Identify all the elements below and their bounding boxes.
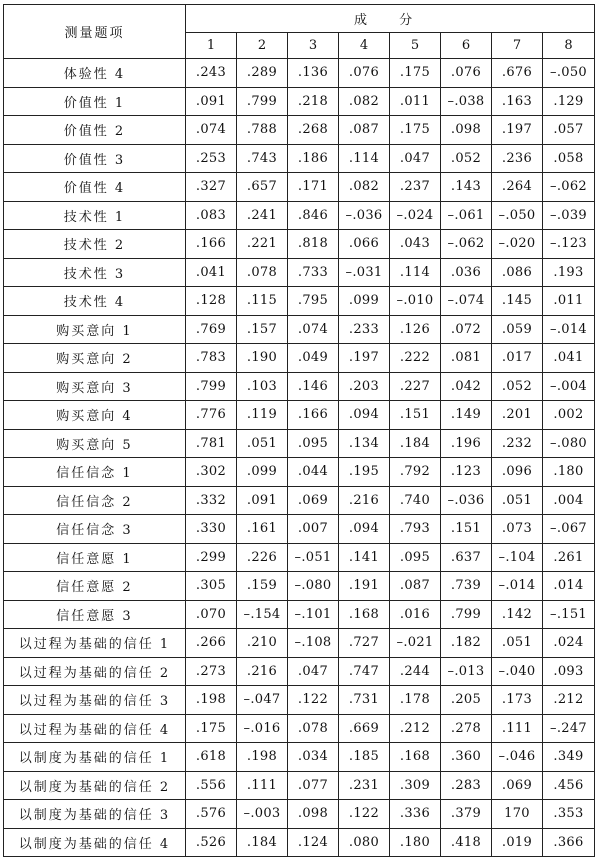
- item-label: 以过程为基础的信任 3: [4, 686, 186, 715]
- loading-value: .198: [237, 743, 288, 772]
- loading-value: .091: [237, 486, 288, 515]
- loading-value: .099: [339, 287, 390, 316]
- loading-value: .349: [543, 743, 595, 772]
- loading-value: .526: [186, 828, 237, 857]
- component-number-header: 2: [237, 33, 288, 59]
- loading-value: .175: [186, 714, 237, 743]
- item-label: 价值性 2: [4, 116, 186, 145]
- loading-value: .081: [441, 344, 492, 373]
- loading-value: –.067: [543, 515, 595, 544]
- loading-value: .218: [288, 87, 339, 116]
- loading-value: .099: [237, 458, 288, 487]
- loading-value: .799: [186, 372, 237, 401]
- loading-value: .124: [288, 828, 339, 857]
- loading-value: –.123: [543, 230, 595, 259]
- loading-value: .743: [237, 144, 288, 173]
- loading-value: .379: [441, 800, 492, 829]
- loading-value: .221: [237, 230, 288, 259]
- loading-value: –.031: [339, 258, 390, 287]
- item-label: 购买意向 4: [4, 401, 186, 430]
- loading-value: .151: [441, 515, 492, 544]
- loading-value: 170: [492, 800, 543, 829]
- loading-value: .212: [390, 714, 441, 743]
- loading-value: .076: [339, 59, 390, 88]
- loading-value: .083: [186, 201, 237, 230]
- loading-value: .186: [288, 144, 339, 173]
- table-row: [4, 87, 595, 116]
- loading-value: .114: [390, 258, 441, 287]
- loading-value: –.010: [390, 287, 441, 316]
- loading-value: .168: [339, 600, 390, 629]
- table-body: [4, 59, 595, 857]
- item-label: 以过程为基础的信任 1: [4, 629, 186, 658]
- loading-value: .289: [237, 59, 288, 88]
- table-row: [4, 287, 595, 316]
- loading-value: .330: [186, 515, 237, 544]
- loading-value: .336: [390, 800, 441, 829]
- loading-value: .233: [339, 315, 390, 344]
- loading-value: –.036: [339, 201, 390, 230]
- loading-value: .002: [543, 401, 595, 430]
- table-row: [4, 116, 595, 145]
- table-row: [4, 714, 595, 743]
- loading-value: –.020: [492, 230, 543, 259]
- loading-value: .799: [441, 600, 492, 629]
- item-label: 购买意向 1: [4, 315, 186, 344]
- loading-value: .191: [339, 572, 390, 601]
- loading-value: .769: [186, 315, 237, 344]
- loading-value: .052: [492, 372, 543, 401]
- loading-value: –.050: [543, 59, 595, 88]
- loading-value: .669: [339, 714, 390, 743]
- loading-value: .727: [339, 629, 390, 658]
- loading-value: .087: [339, 116, 390, 145]
- loading-value: .004: [543, 486, 595, 515]
- loading-value: .676: [492, 59, 543, 88]
- loading-value: .244: [390, 657, 441, 686]
- loading-value: .007: [288, 515, 339, 544]
- loading-value: .171: [288, 173, 339, 202]
- loading-value: .096: [492, 458, 543, 487]
- loading-value: .069: [288, 486, 339, 515]
- loading-value: –.024: [390, 201, 441, 230]
- loading-value: .264: [492, 173, 543, 202]
- item-label: 技术性 4: [4, 287, 186, 316]
- loading-value: .175: [390, 116, 441, 145]
- loading-value: .226: [237, 543, 288, 572]
- loading-value: .261: [543, 543, 595, 572]
- loading-value: .146: [288, 372, 339, 401]
- item-label: 信任意愿 1: [4, 543, 186, 572]
- loading-value: .095: [390, 543, 441, 572]
- table-row: [4, 800, 595, 829]
- loading-value: .126: [390, 315, 441, 344]
- loading-value: .111: [492, 714, 543, 743]
- loading-value: .074: [186, 116, 237, 145]
- component-number-header: 5: [390, 33, 441, 59]
- item-label: 以制度为基础的信任 4: [4, 828, 186, 857]
- loading-value: .776: [186, 401, 237, 430]
- loading-value: .086: [492, 258, 543, 287]
- loading-value: .074: [288, 315, 339, 344]
- component-number-header: 6: [441, 33, 492, 59]
- table-row: [4, 828, 595, 857]
- loading-value: .076: [441, 59, 492, 88]
- loading-value: .210: [237, 629, 288, 658]
- loading-value: –.046: [492, 743, 543, 772]
- loading-value: .180: [390, 828, 441, 857]
- table-row: [4, 344, 595, 373]
- item-label: 以制度为基础的信任 1: [4, 743, 186, 772]
- loading-value: .019: [492, 828, 543, 857]
- loading-value: .576: [186, 800, 237, 829]
- loading-value: .166: [186, 230, 237, 259]
- loading-value: –.154: [237, 600, 288, 629]
- loading-value: .327: [186, 173, 237, 202]
- table-row: [4, 686, 595, 715]
- loading-value: .418: [441, 828, 492, 857]
- item-label: 信任信念 3: [4, 515, 186, 544]
- component-number-header: 8: [543, 33, 595, 59]
- loading-value: .066: [339, 230, 390, 259]
- item-column-header: 测量题项: [4, 5, 186, 59]
- loading-value: .122: [288, 686, 339, 715]
- loading-value: .143: [441, 173, 492, 202]
- loading-value: .078: [237, 258, 288, 287]
- loading-value: .205: [441, 686, 492, 715]
- loading-value: –.003: [237, 800, 288, 829]
- loading-value: .184: [390, 429, 441, 458]
- loading-value: .051: [492, 629, 543, 658]
- loading-value: –.062: [543, 173, 595, 202]
- loading-value: .332: [186, 486, 237, 515]
- loading-value: .795: [288, 287, 339, 316]
- loading-value: .241: [237, 201, 288, 230]
- factor-loading-table: [3, 4, 595, 857]
- loading-value: –.101: [288, 600, 339, 629]
- loading-value: .073: [492, 515, 543, 544]
- loading-value: .098: [288, 800, 339, 829]
- loading-value: .216: [339, 486, 390, 515]
- loading-value: .072: [441, 315, 492, 344]
- loading-value: .793: [390, 515, 441, 544]
- header-row-top: [4, 5, 595, 33]
- loading-value: .051: [492, 486, 543, 515]
- loading-value: .047: [288, 657, 339, 686]
- table-row: [4, 572, 595, 601]
- loading-value: .141: [339, 543, 390, 572]
- loading-value: .016: [390, 600, 441, 629]
- loading-value: .145: [492, 287, 543, 316]
- loading-value: .070: [186, 600, 237, 629]
- item-label: 技术性 2: [4, 230, 186, 259]
- loading-value: .128: [186, 287, 237, 316]
- loading-value: .103: [237, 372, 288, 401]
- table-row: [4, 486, 595, 515]
- loading-value: .077: [288, 771, 339, 800]
- component-number-header: 1: [186, 33, 237, 59]
- loading-value: .134: [339, 429, 390, 458]
- item-label: 技术性 1: [4, 201, 186, 230]
- item-label: 价值性 4: [4, 173, 186, 202]
- loading-value: .190: [237, 344, 288, 373]
- loading-value: .094: [339, 401, 390, 430]
- loading-value: .151: [390, 401, 441, 430]
- table-row: [4, 429, 595, 458]
- loading-value: .360: [441, 743, 492, 772]
- loading-value: .159: [237, 572, 288, 601]
- loading-value: .082: [339, 87, 390, 116]
- component-number-header: 4: [339, 33, 390, 59]
- loading-value: .098: [441, 116, 492, 145]
- loading-value: .618: [186, 743, 237, 772]
- item-label: 以制度为基础的信任 2: [4, 771, 186, 800]
- loading-value: .078: [288, 714, 339, 743]
- loading-value: –.104: [492, 543, 543, 572]
- loading-value: .201: [492, 401, 543, 430]
- item-label: 以制度为基础的信任 3: [4, 800, 186, 829]
- loading-value: .278: [441, 714, 492, 743]
- table-row: [4, 629, 595, 658]
- loading-value: .456: [543, 771, 595, 800]
- loading-value: .175: [390, 59, 441, 88]
- loading-value: .212: [543, 686, 595, 715]
- item-label: 购买意向 2: [4, 344, 186, 373]
- table-row: [4, 515, 595, 544]
- loading-value: .178: [390, 686, 441, 715]
- table-row: [4, 657, 595, 686]
- loading-value: .168: [390, 743, 441, 772]
- loading-value: .739: [441, 572, 492, 601]
- loading-value: .163: [492, 87, 543, 116]
- item-label: 购买意向 3: [4, 372, 186, 401]
- component-header: 成 分: [186, 5, 595, 33]
- loading-value: .243: [186, 59, 237, 88]
- loading-value: .166: [288, 401, 339, 430]
- loading-value: .115: [237, 287, 288, 316]
- loading-value: .556: [186, 771, 237, 800]
- table-row: [4, 372, 595, 401]
- loading-value: .094: [339, 515, 390, 544]
- loading-value: .305: [186, 572, 237, 601]
- loading-value: .309: [390, 771, 441, 800]
- loading-value: .173: [492, 686, 543, 715]
- table-row: [4, 458, 595, 487]
- loading-value: .657: [237, 173, 288, 202]
- loading-value: –.050: [492, 201, 543, 230]
- table-row: [4, 144, 595, 173]
- loading-value: .091: [186, 87, 237, 116]
- item-label: 价值性 1: [4, 87, 186, 116]
- loading-value: .353: [543, 800, 595, 829]
- table-row: [4, 543, 595, 572]
- loading-value: .043: [390, 230, 441, 259]
- component-number-header: 3: [288, 33, 339, 59]
- loading-value: .051: [237, 429, 288, 458]
- loading-value: .302: [186, 458, 237, 487]
- item-label: 以过程为基础的信任 4: [4, 714, 186, 743]
- table-row: [4, 743, 595, 772]
- loading-value: –.061: [441, 201, 492, 230]
- loading-value: .781: [186, 429, 237, 458]
- item-label: 信任信念 2: [4, 486, 186, 515]
- loading-value: .740: [390, 486, 441, 515]
- loading-value: .036: [441, 258, 492, 287]
- loading-value: .283: [441, 771, 492, 800]
- loading-value: .185: [339, 743, 390, 772]
- loading-value: .197: [339, 344, 390, 373]
- loading-value: –.151: [543, 600, 595, 629]
- loading-value: .095: [288, 429, 339, 458]
- item-label: 信任意愿 3: [4, 600, 186, 629]
- loading-value: .198: [186, 686, 237, 715]
- loading-value: –.021: [390, 629, 441, 658]
- loading-value: .266: [186, 629, 237, 658]
- loading-value: .044: [288, 458, 339, 487]
- loading-value: .196: [441, 429, 492, 458]
- loading-value: –.074: [441, 287, 492, 316]
- loading-value: –.004: [543, 372, 595, 401]
- loading-value: –.014: [492, 572, 543, 601]
- loading-value: .157: [237, 315, 288, 344]
- loading-value: .182: [441, 629, 492, 658]
- loading-value: –.038: [441, 87, 492, 116]
- loading-value: –.047: [237, 686, 288, 715]
- loading-value: .129: [543, 87, 595, 116]
- loading-value: .227: [390, 372, 441, 401]
- loading-value: .114: [339, 144, 390, 173]
- loading-value: .203: [339, 372, 390, 401]
- loading-value: .268: [288, 116, 339, 145]
- table-row: [4, 600, 595, 629]
- loading-value: .733: [288, 258, 339, 287]
- loading-value: .041: [186, 258, 237, 287]
- loading-value: .059: [492, 315, 543, 344]
- loading-value: –.014: [543, 315, 595, 344]
- loading-value: .058: [543, 144, 595, 173]
- table-row: [4, 258, 595, 287]
- loading-value: .093: [543, 657, 595, 686]
- loading-value: .136: [288, 59, 339, 88]
- table-row: [4, 201, 595, 230]
- table-header: [4, 5, 595, 59]
- loading-value: .042: [441, 372, 492, 401]
- loading-value: .047: [390, 144, 441, 173]
- loading-value: .069: [492, 771, 543, 800]
- loading-value: –.051: [288, 543, 339, 572]
- loading-value: .216: [237, 657, 288, 686]
- table-row: [4, 401, 595, 430]
- loading-value: .846: [288, 201, 339, 230]
- loading-value: .080: [339, 828, 390, 857]
- loading-value: .034: [288, 743, 339, 772]
- loading-value: .788: [237, 116, 288, 145]
- loading-value: .232: [492, 429, 543, 458]
- loading-value: .049: [288, 344, 339, 373]
- loading-value: .236: [492, 144, 543, 173]
- loading-value: –.040: [492, 657, 543, 686]
- table-row: [4, 59, 595, 88]
- loading-value: .799: [237, 87, 288, 116]
- table-row: [4, 771, 595, 800]
- loading-value: .082: [339, 173, 390, 202]
- loading-value: .041: [543, 344, 595, 373]
- loading-value: .222: [390, 344, 441, 373]
- loading-value: .184: [237, 828, 288, 857]
- loading-value: .011: [543, 287, 595, 316]
- loading-value: –.036: [441, 486, 492, 515]
- loading-value: .197: [492, 116, 543, 145]
- loading-value: .014: [543, 572, 595, 601]
- loading-value: –.247: [543, 714, 595, 743]
- loading-value: –.080: [288, 572, 339, 601]
- loading-value: .052: [441, 144, 492, 173]
- loading-value: –.080: [543, 429, 595, 458]
- loading-value: –.108: [288, 629, 339, 658]
- loading-value: .731: [339, 686, 390, 715]
- loading-value: –.016: [237, 714, 288, 743]
- component-number-header: 7: [492, 33, 543, 59]
- item-label: 体验性 4: [4, 59, 186, 88]
- loading-value: .161: [237, 515, 288, 544]
- loading-value: .087: [390, 572, 441, 601]
- table-row: [4, 315, 595, 344]
- loading-value: .747: [339, 657, 390, 686]
- loading-value: .783: [186, 344, 237, 373]
- loading-value: .637: [441, 543, 492, 572]
- loading-value: .024: [543, 629, 595, 658]
- loading-value: .193: [543, 258, 595, 287]
- item-label: 技术性 3: [4, 258, 186, 287]
- loading-value: –.013: [441, 657, 492, 686]
- loading-value: .818: [288, 230, 339, 259]
- loading-value: .792: [390, 458, 441, 487]
- loading-value: .149: [441, 401, 492, 430]
- loading-value: .237: [390, 173, 441, 202]
- item-label: 以过程为基础的信任 2: [4, 657, 186, 686]
- loading-value: .122: [339, 800, 390, 829]
- loading-value: .111: [237, 771, 288, 800]
- loading-value: .195: [339, 458, 390, 487]
- item-label: 购买意向 5: [4, 429, 186, 458]
- loading-value: .253: [186, 144, 237, 173]
- loading-value: .011: [390, 87, 441, 116]
- loading-value: .231: [339, 771, 390, 800]
- loading-value: .123: [441, 458, 492, 487]
- item-label: 价值性 3: [4, 144, 186, 173]
- loading-value: .142: [492, 600, 543, 629]
- loading-value: .119: [237, 401, 288, 430]
- loading-value: .057: [543, 116, 595, 145]
- loading-value: .366: [543, 828, 595, 857]
- loading-value: .180: [543, 458, 595, 487]
- loading-value: –.039: [543, 201, 595, 230]
- loading-value: –.062: [441, 230, 492, 259]
- loading-value: .299: [186, 543, 237, 572]
- table-row: [4, 173, 595, 202]
- loading-value: .017: [492, 344, 543, 373]
- item-label: 信任信念 1: [4, 458, 186, 487]
- loading-value: .273: [186, 657, 237, 686]
- item-label: 信任意愿 2: [4, 572, 186, 601]
- table-row: [4, 230, 595, 259]
